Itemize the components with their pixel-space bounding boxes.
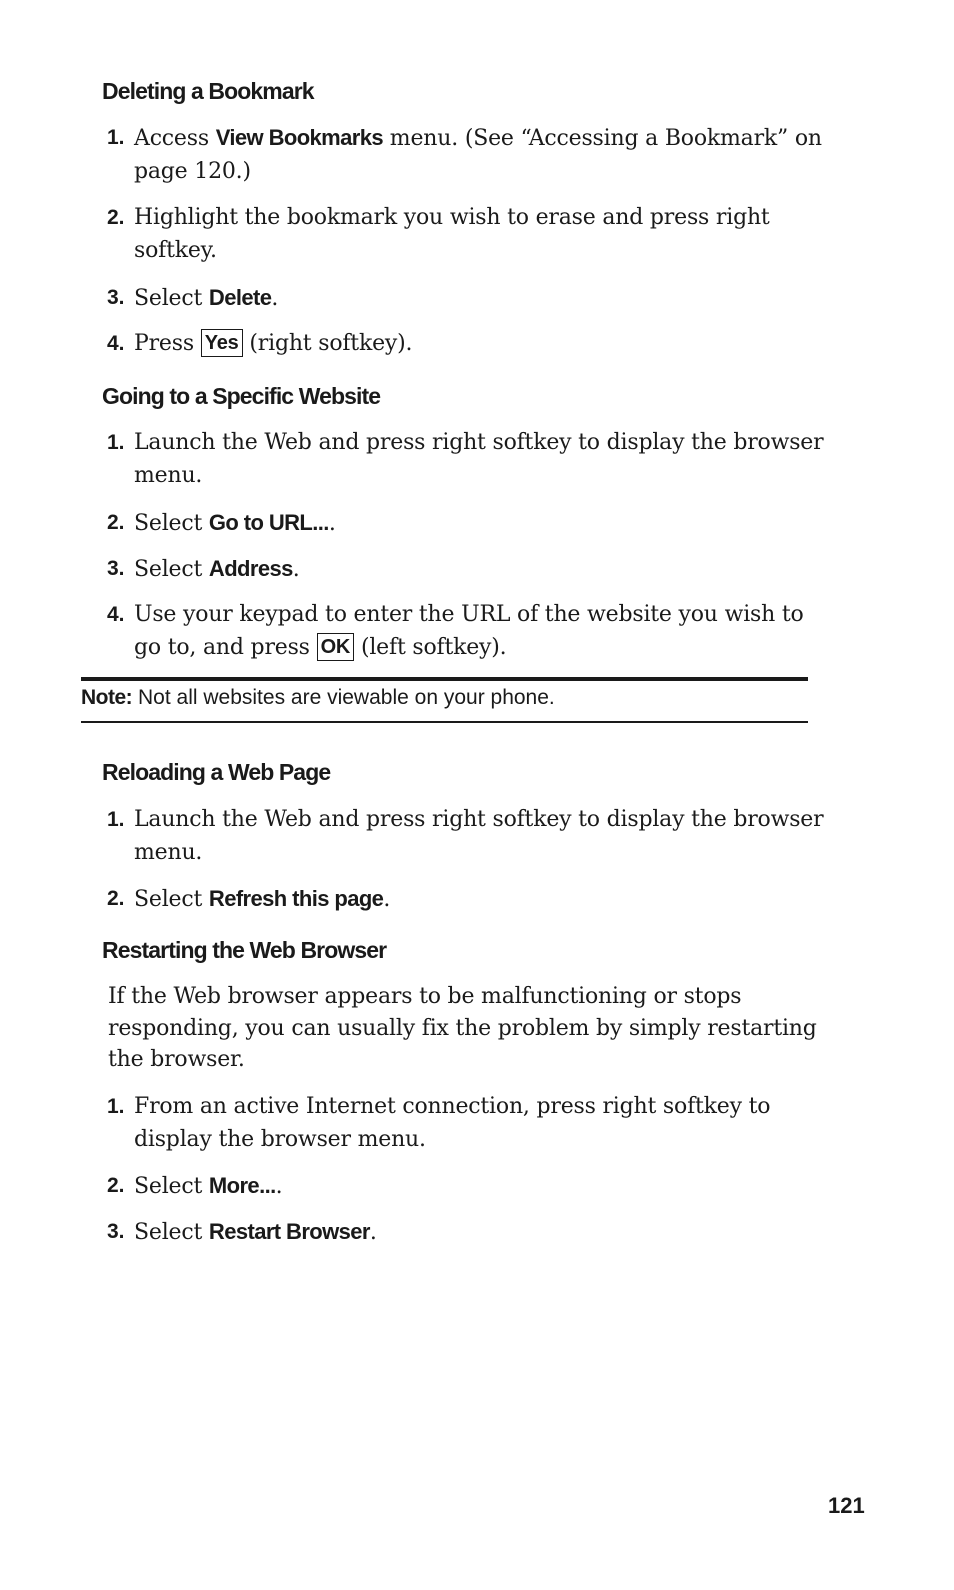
step-text <box>134 121 824 188</box>
step-text <box>134 1169 824 1203</box>
step-number: 1. <box>107 431 125 454</box>
menu-term: View Bookmarks <box>215 125 384 150</box>
step-text-pre: Select <box>134 557 209 582</box>
note-bottom-rule <box>81 721 808 723</box>
heading-restarting-browser: Restarting the Web Browser <box>102 937 387 963</box>
step-text-pre: Select <box>134 286 209 311</box>
softkey-ok: OK <box>317 633 355 661</box>
restart-intro-paragraph: If the Web browser appears to be malfunctioning or stops responding, you can usually fix the problem by simply restarting the browser. <box>108 984 817 1072</box>
step-number: 2. <box>107 1174 125 1197</box>
heading-reloading-web-page: Reloading a Web Page <box>102 759 331 785</box>
step-number: 2. <box>107 206 125 229</box>
step-number: 3. <box>107 557 125 580</box>
step-text-post: . <box>369 1220 377 1245</box>
step-number: 4. <box>107 332 125 355</box>
menu-term: Restart Browser <box>208 1219 370 1244</box>
softkey-yes: Yes <box>201 329 243 357</box>
note-box <box>81 683 808 713</box>
step-text <box>134 882 824 916</box>
step-text <box>134 281 824 315</box>
step-number: 2. <box>107 511 125 534</box>
step-number: 1. <box>107 1095 125 1118</box>
step-text-pre: Select <box>134 887 209 912</box>
step-text: Highlight the bookmark you wish to erase and press right softkey. <box>134 205 770 263</box>
step-text-pre: Select <box>134 511 209 536</box>
step-text <box>134 552 824 586</box>
note-top-rule <box>81 677 808 681</box>
step-number: 4. <box>107 603 125 626</box>
step-text-post: . <box>271 286 279 311</box>
menu-term: Go to URL... <box>208 510 329 535</box>
step-number: 1. <box>107 126 125 149</box>
step-text-post: menu. (See “Accessing a Bookmark” on page 120.) <box>134 126 822 184</box>
page-number: 121 <box>828 1493 865 1518</box>
step-number: 2. <box>107 887 125 910</box>
step-text: Launch the Web and press right softkey to display the browser menu. <box>134 807 824 865</box>
step-text-pre: Use your keypad to enter the URL of the website you wish to go to, and press <box>134 602 804 660</box>
step-text <box>134 327 824 360</box>
step-number: 3. <box>107 286 125 309</box>
heading-deleting-bookmark: Deleting a Bookmark <box>102 78 314 104</box>
note-text: Not all websites are viewable on your phone. <box>132 686 555 709</box>
menu-term: Delete <box>208 285 272 310</box>
step-text <box>134 598 824 664</box>
step-text-post: (left softkey). <box>354 635 507 660</box>
note-label: Note: <box>81 686 133 709</box>
step-text <box>134 1215 824 1249</box>
step-number: 3. <box>107 1220 125 1243</box>
menu-term: Refresh this page <box>208 886 384 911</box>
step-text <box>134 506 824 540</box>
step-text-post: . <box>328 511 336 536</box>
step-text-pre: Press <box>134 331 201 356</box>
menu-term: Address <box>208 556 293 581</box>
step-text-pre: Access <box>134 126 216 151</box>
step-text-post: . <box>292 557 300 582</box>
step-text-post: . <box>275 1174 283 1199</box>
step-text-pre: Select <box>134 1174 209 1199</box>
step-text-pre: Select <box>134 1220 209 1245</box>
heading-specific-website: Going to a Specific Website <box>102 383 381 409</box>
step-text: From an active Internet connection, press right softkey to display the browser menu. <box>134 1094 771 1152</box>
menu-term: More... <box>208 1173 276 1198</box>
step-text: Launch the Web and press right softkey to display the browser menu. <box>134 430 824 488</box>
step-text-post: . <box>383 887 391 912</box>
step-number: 1. <box>107 808 125 831</box>
step-text-post: (right softkey). <box>242 331 413 356</box>
